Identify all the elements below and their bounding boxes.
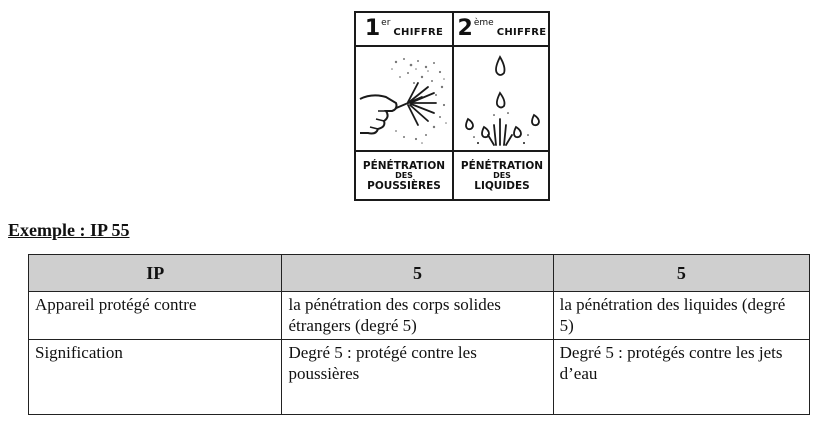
first-digit-word: CHIFFRE: [393, 27, 444, 38]
first-digit-superscript: er: [381, 18, 391, 28]
water-jet-droplets-icon: [454, 47, 550, 150]
first-label-line1: PÉNÉTRATION: [362, 160, 446, 173]
header-first-digit: 5: [282, 255, 553, 292]
second-label-line1: PÉNÉTRATION: [460, 160, 544, 173]
first-label-line3: POUSSIÈRES: [367, 179, 441, 192]
example-heading: Exemple : IP 55: [8, 220, 130, 240]
table-row: [29, 292, 810, 340]
first-digit-number: 1: [364, 16, 381, 41]
second-digit-header: [454, 13, 550, 45]
cell-water-meaning: Degré 5 : protégés contre les jets d’eau: [553, 339, 809, 414]
second-digit-word: CHIFFRE: [496, 27, 547, 38]
cell-liquids: la pénétration des liquides (degré 5): [553, 292, 809, 340]
row-label-meaning: Signification: [29, 339, 282, 414]
row-label-protected: Appareil protégé contre: [29, 292, 282, 340]
first-digit-label: [356, 152, 452, 201]
header-ip: IP: [29, 255, 282, 292]
table-header-row: [29, 255, 810, 292]
second-digit-number: 2: [457, 16, 473, 41]
first-digit-header: [356, 13, 452, 45]
header-second-digit: 5: [553, 255, 809, 292]
second-label-line2: DES: [493, 171, 511, 181]
second-digit-label: [454, 152, 550, 201]
second-label-line3: LIQUIDES: [474, 179, 530, 192]
cell-dust-meaning: Degré 5 : protégé contre les poussières: [282, 339, 553, 414]
first-label-line2: DES: [395, 171, 413, 181]
cell-solids: la pénétration des corps solides étrangers (degré 5): [282, 292, 553, 340]
hand-blowing-dust-icon: [356, 47, 452, 150]
ip-example-table: [28, 254, 810, 415]
second-digit-superscript: ème: [473, 18, 494, 28]
table-row: [29, 339, 810, 414]
ip-code-figure: [354, 11, 550, 201]
